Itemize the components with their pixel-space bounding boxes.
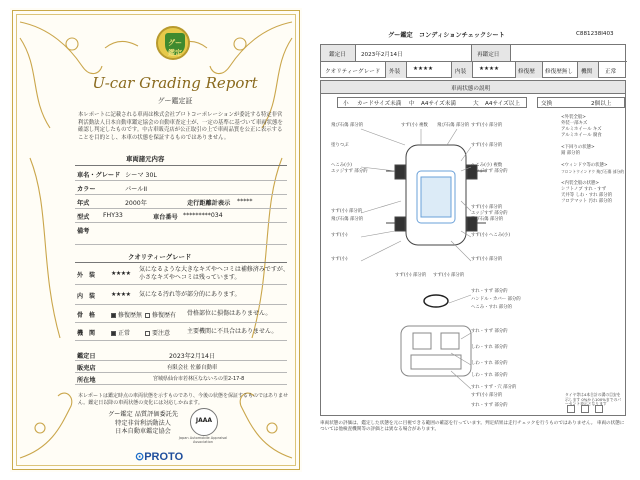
ornament-left-long: [30, 158, 60, 338]
jaaa-emblem-icon: JAAA: [190, 408, 218, 436]
address-row: 所在地 宮城県仙台市若林区なないろの里2-17-8: [75, 372, 287, 385]
sheet-title: グー鑑定 コンディションチェックシート: [388, 32, 505, 39]
ornament-top-right: [210, 22, 292, 74]
ornament-ring: [35, 423, 45, 433]
ornament-top-left: [20, 22, 102, 74]
check-no-repair: 修復歴無: [111, 310, 142, 319]
checkbox-unchecked: [145, 331, 150, 336]
ornament-ring: [234, 38, 246, 50]
checkbox-checked: [111, 331, 116, 336]
ornament-bottom-left: [20, 393, 72, 458]
tire-note: タイヤ等は4本合計の溝の目安を示します 0%から100%までのパーセント表示となります: [565, 392, 622, 407]
tire-gauge-box: [595, 405, 603, 413]
certificate-footer-text: 本レポートは鑑定時点の車両状態を示すものであり、今後の状態を保証するものではありません。鑑定日以降の車両状態の変化には対応しかねます。: [78, 393, 289, 406]
appraisal-date-row: 鑑定日 2023年2月14日: [75, 348, 287, 361]
tire-gauge-box: [567, 405, 575, 413]
exterior-stars: ★★★★: [413, 66, 434, 72]
tire-gauge-box: [581, 405, 589, 413]
condition-panel: 車両状態の説明 小 カードサイズ未満 中 A4サイズ未満 大 A4サイズ以上 交換 2個以上 飛び石傷 部分的 すず(小) 複数 飛び石傷 部分的 すず(小) 部分的 塗りつぶ すず(小) 部分的 へこみ(小) エッジすず 部分的 へこみ(小) 複数 エッジすず 部分的 すず(小) 部分的 飛び石傷 部分的 すず(小) 部分的 エッジすず 部分的 飛び石傷 部分的 すず(小) すず(小) へこみ(小) すず(小) すず(小) 部分的 すず(小) 部分的 すず(小) 部分的 すれ・すず 部分的 ハンドル・カバー 部分的 へこみ・すれ 部分的 すれ・すず 部分的 しわ・すれ 部分的 しわ・すれ 部分的 しわ・すれ 部分的 すれ・すず・穴 部分的 すず(小) 部分的 すれ・すず 部分的 <外装全般> 外装一部キズ アルミホイール キズ アルミホイール 腐食 <下回りの状態> 錆 部分的 <ウィンドウ等の状態> フロントウインドウ 飛び石傷 部分的 <内装全般の状態> シフトノブ すれ・すず 天井等 しわ・すれ 部分的 フロアマット 汚れ 部分的 タイヤ等は4本合計の溝の目安を示します 0%から100%までのパーセント表示となります: [320, 80, 626, 416]
grading-report-certificate: [10, 8, 302, 472]
quality-row-interior: 内 装 ★★★★ 気になる汚れ等が部分的にあります。: [75, 286, 287, 305]
interior-stars: ★★★★: [479, 66, 500, 72]
report-subtitle: グー鑑定証: [157, 97, 193, 105]
checkbox-checked: [111, 313, 116, 318]
appraisal-date-value: 2023年2月14日: [361, 52, 403, 58]
ornament-ribbon: [105, 41, 138, 48]
leader-lines: [321, 81, 561, 415]
header-table: 鑑定日 2023年2月14日 再鑑定日 クオリティーグレード 外装 ★★★★ 内装 ★★★★ 修復歴 修復歴無し 機関 正常: [320, 44, 626, 78]
ornament-ring: [66, 38, 78, 50]
quality-row-engine: 機 関 正常 要注意 主要機関に不具合はありません。: [75, 324, 287, 341]
proto-logo: ⊙PROTO: [135, 451, 184, 463]
divider: [75, 262, 287, 263]
sheet-footer-note: 車両状態の評価は、鑑定した状態を元に目視できる範囲の確認を行っています。判定結果は走行チェックを行うものではありません。 車両の状態については他検査機関等の評価とは異なる場合があります。: [320, 421, 625, 432]
vehicle-row-year: 年式 2000年 走行距離計表示 *****: [75, 194, 287, 209]
sheet-serial: C881238I403: [576, 31, 614, 37]
engine-value: 正常: [605, 69, 617, 75]
check-repair: 修復歴有: [145, 310, 176, 319]
vehicle-row-model: 型式 FHY33 車台番号 *********034: [75, 208, 287, 223]
intro-text: 本レポートに記載される車両は株式会社プロトコーポレーションが委託する特定非営利活動法人日本自動車鑑定協会の自動車査定士が、一定の基準に基づいて車両状態を確認し判定したものです。中古車販売店が公正取引の上で車両品質を公正に表示することを目的とし、本車の状態を保証するものではありません。: [78, 112, 283, 141]
notes-column: <外装全般> 外装一部キズ アルミホイール キズ アルミホイール 腐食 <下回りの状態> 錆 部分的 <ウィンドウ等の状態> フロントウインドウ 飛び石傷 部分的 <内装全般の状態> シフトノブ すれ・すず 天井等 しわ・すれ 部分的 フロアマット 汚れ 部分的: [561, 115, 625, 204]
condition-title: 車両状態の説明: [451, 86, 491, 92]
check-caution: 要注意: [145, 328, 170, 337]
goo-appraisal-logo: [156, 26, 190, 60]
quality-row-frame: 骨 格 修復歴無 修復歴有 骨格部位に損傷はありません。: [75, 306, 287, 323]
vehicle-row-notes: 備考: [75, 222, 287, 245]
check-normal: 正常: [111, 328, 130, 337]
report-title: U-car Grading Report: [92, 74, 258, 92]
issuer-block: グー鑑定 品質評価委託先 特定非営利活動法人 日本自動車鑑定協会: [107, 411, 179, 435]
checkbox-unchecked: [145, 313, 150, 318]
ornament-ring: [267, 423, 277, 433]
vehicle-row-name: 車名・グレード シーマ 30L: [75, 166, 287, 181]
shield-icon: グー鑑定: [165, 33, 185, 55]
frame-value: 修復歴無し: [545, 69, 573, 75]
condition-check-sheet: [320, 22, 626, 456]
vehicle-section-title: 車両諸元内容: [126, 155, 165, 163]
ornament-left-vine: [20, 38, 50, 128]
dealer-row: 販売店 有限会社 佐藤自動車: [75, 360, 287, 373]
vehicle-row-color: カラー パールII: [75, 180, 287, 195]
quality-row-exterior: 外 装 ★★★★ 気になるような大きなキズやヘコミは補修済みですが、小さなキズやヘコミは残っています。: [75, 266, 287, 285]
proto-mark-icon: ⊙: [135, 451, 145, 463]
jaaa-caption: Japan Automobile Appraisal Association: [178, 436, 228, 444]
quality-section-title: クオリティーグレード: [128, 253, 192, 261]
